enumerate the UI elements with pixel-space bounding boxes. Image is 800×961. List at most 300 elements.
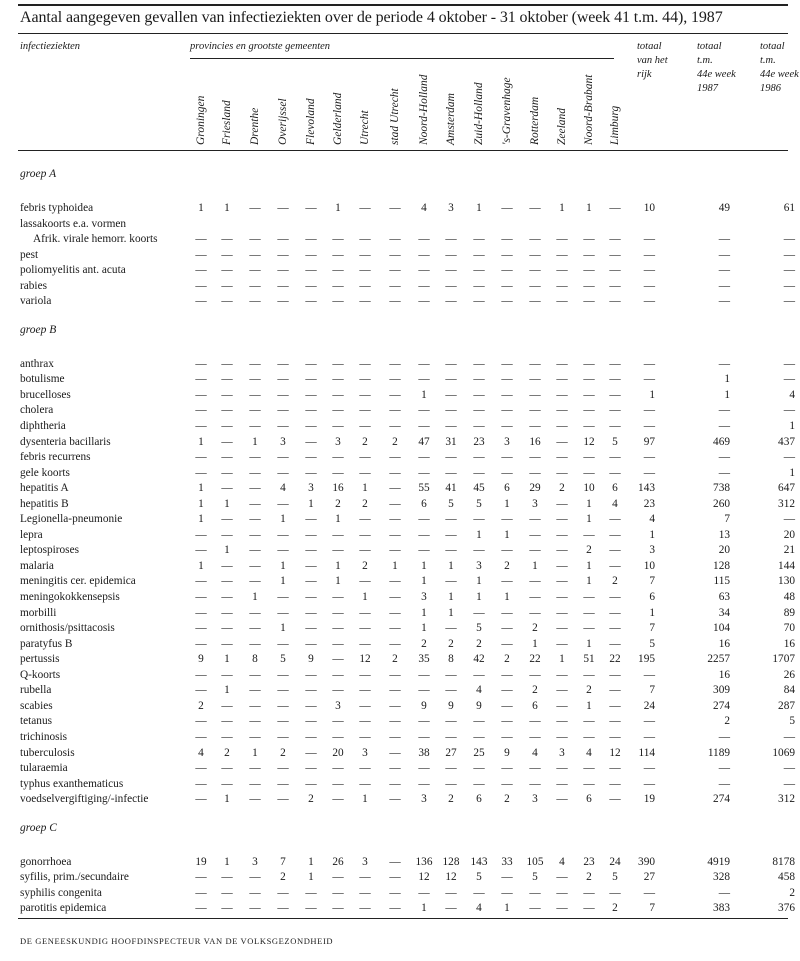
region-value: —	[556, 606, 568, 619]
region-value: —	[583, 886, 595, 899]
total-header-line: 1986	[760, 83, 781, 94]
region-value: —	[332, 279, 344, 292]
region-value: —	[221, 762, 233, 775]
total-rijk: 6	[649, 591, 655, 604]
region-value: —	[583, 715, 595, 728]
region-value: 1	[362, 591, 368, 604]
region-header-label: Drenthe	[249, 107, 261, 145]
total-rijk: —	[643, 295, 655, 308]
total-1986: 20	[783, 528, 795, 541]
disease-name: hepatitis A	[20, 482, 69, 495]
region-value: —	[195, 248, 207, 261]
region-value: —	[359, 575, 371, 588]
region-value: —	[359, 699, 371, 712]
region-value: 5	[476, 622, 482, 635]
table-row	[0, 232, 800, 248]
region-value: 1	[586, 559, 592, 572]
table-row	[0, 450, 800, 466]
region-value: —	[501, 699, 513, 712]
disease-name: cholera	[20, 404, 54, 417]
region-value: —	[332, 886, 344, 899]
region-value: —	[221, 528, 233, 541]
disease-name: dysenteria bacillaris	[20, 435, 111, 448]
region-value: —	[389, 684, 401, 697]
region-value: —	[556, 451, 568, 464]
region-value: —	[305, 248, 317, 261]
region-value: —	[609, 279, 621, 292]
total-1987: —	[718, 233, 730, 246]
region-value: —	[249, 466, 261, 479]
region-value: —	[249, 684, 261, 697]
region-value: —	[332, 466, 344, 479]
table-row	[0, 497, 800, 513]
region-value: —	[445, 528, 457, 541]
region-value: —	[418, 886, 430, 899]
region-value: —	[473, 730, 485, 743]
region-value: —	[473, 279, 485, 292]
region-value: —	[305, 762, 317, 775]
region-value: —	[529, 668, 541, 681]
region-value: —	[359, 279, 371, 292]
region-value: —	[277, 699, 289, 712]
region-value: —	[221, 575, 233, 588]
region-value: —	[332, 388, 344, 401]
region-value: —	[473, 357, 485, 370]
region-value: —	[389, 466, 401, 479]
region-value: 9	[421, 699, 427, 712]
region-value: 16	[332, 482, 344, 495]
region-value: —	[389, 793, 401, 806]
region-value: —	[359, 622, 371, 635]
region-value: 3	[532, 793, 538, 806]
region-value: —	[249, 202, 261, 214]
region-value: —	[221, 637, 233, 650]
region-value: 5	[476, 871, 482, 884]
region-value: —	[501, 637, 513, 650]
region-value: 1	[504, 528, 510, 541]
region-value: 10	[583, 482, 595, 495]
region-value: —	[249, 264, 261, 277]
total-1987: 469	[713, 435, 730, 448]
region-value: —	[473, 233, 485, 246]
total-1986: —	[783, 730, 795, 743]
disease-name: Legionella-pneumonie	[20, 513, 123, 526]
region-header	[500, 60, 520, 145]
region-value: —	[556, 295, 568, 308]
region-value: —	[277, 202, 289, 214]
region-value: 26	[332, 855, 344, 868]
region-value: —	[445, 715, 457, 728]
region-value: —	[305, 575, 317, 588]
region-header	[417, 60, 437, 145]
disease-name: pest	[20, 248, 39, 261]
region-value: —	[277, 528, 289, 541]
region-value: —	[249, 513, 261, 526]
region-value: —	[556, 637, 568, 650]
region-value: —	[529, 357, 541, 370]
total-rijk: —	[643, 420, 655, 433]
region-value: —	[609, 451, 621, 464]
region-value: —	[556, 886, 568, 899]
region-value: —	[556, 559, 568, 572]
region-value: —	[529, 202, 541, 214]
region-value: —	[609, 559, 621, 572]
total-rijk: —	[643, 886, 655, 899]
region-value: —	[332, 591, 344, 604]
region-value: —	[556, 373, 568, 386]
region-value: —	[277, 886, 289, 899]
region-value: —	[359, 451, 371, 464]
region-value: 1	[280, 559, 286, 572]
region-value: 33	[501, 855, 513, 868]
region-value: 1	[448, 559, 454, 572]
region-header	[472, 60, 492, 145]
region-value: —	[221, 606, 233, 619]
region-value: —	[249, 559, 261, 572]
region-value: —	[332, 637, 344, 650]
region-value: —	[583, 404, 595, 417]
region-value: 1	[198, 435, 204, 448]
region-value: —	[221, 902, 233, 915]
total-1986: 5	[789, 715, 795, 728]
region-value: —	[359, 528, 371, 541]
total-1987: 260	[713, 497, 730, 510]
disease-name: tuberculosis	[20, 746, 75, 759]
region-value: —	[277, 762, 289, 775]
region-value: 2	[586, 684, 592, 697]
region-value: —	[332, 653, 344, 666]
table-row	[0, 637, 800, 653]
total-1987: 2257	[707, 653, 730, 666]
region-value: —	[305, 420, 317, 433]
region-value: —	[556, 248, 568, 261]
region-header	[608, 60, 628, 145]
region-header	[248, 60, 268, 145]
region-value: 24	[609, 855, 621, 868]
region-value: 9	[504, 746, 510, 759]
footer-signature: DE GENEESKUNDIG HOOFDINSPECTEUR VAN DE VOLKSGEZONDHEID	[20, 936, 334, 946]
region-value: 3	[335, 435, 341, 448]
region-value: —	[305, 637, 317, 650]
region-value: —	[195, 279, 207, 292]
region-value: —	[277, 902, 289, 915]
region-value: —	[583, 730, 595, 743]
region-value: —	[195, 606, 207, 619]
region-value: —	[249, 668, 261, 681]
region-header-label: Groningen	[195, 95, 207, 145]
region-value: —	[249, 248, 261, 261]
region-value: —	[305, 513, 317, 526]
region-value: —	[529, 762, 541, 775]
region-value: —	[418, 420, 430, 433]
total-rijk: 7	[649, 684, 655, 697]
region-value: 4	[532, 746, 538, 759]
region-value: —	[221, 886, 233, 899]
region-value: 20	[332, 746, 344, 759]
region-value: —	[359, 606, 371, 619]
region-value: —	[556, 388, 568, 401]
disease-name: rubella	[20, 684, 52, 697]
total-1987: 104	[713, 622, 730, 635]
region-value: —	[556, 513, 568, 526]
region-value: 3	[504, 435, 510, 448]
region-value: —	[583, 420, 595, 433]
disease-name: anthrax	[20, 357, 54, 370]
total-rijk: 195	[638, 653, 655, 666]
region-value: —	[221, 777, 233, 790]
region-value: 6	[586, 793, 592, 806]
disease-name: voedselvergiftiging/-infectie	[20, 793, 149, 806]
region-value: —	[221, 591, 233, 604]
region-value: 31	[445, 435, 457, 448]
region-header-label: 's-Gravenhage	[501, 77, 513, 145]
total-1987: —	[718, 886, 730, 899]
region-value: —	[332, 373, 344, 386]
region-value: —	[473, 715, 485, 728]
region-value: 4	[476, 684, 482, 697]
region-value: 1	[224, 497, 230, 510]
table-row	[0, 512, 800, 528]
region-value: —	[195, 886, 207, 899]
region-value: —	[305, 404, 317, 417]
region-value: —	[556, 730, 568, 743]
region-value: —	[195, 233, 207, 246]
region-value: —	[389, 762, 401, 775]
region-value: —	[418, 730, 430, 743]
total-header	[760, 40, 800, 96]
total-1987: —	[718, 248, 730, 261]
region-value: —	[195, 622, 207, 635]
region-value: —	[529, 886, 541, 899]
total-rijk: —	[643, 466, 655, 479]
region-value: —	[445, 777, 457, 790]
region-value: —	[501, 606, 513, 619]
region-value: 1	[198, 559, 204, 572]
region-value: 3	[421, 793, 427, 806]
region-value: —	[277, 233, 289, 246]
region-value: —	[501, 233, 513, 246]
total-1987: —	[718, 279, 730, 292]
total-1986: —	[783, 451, 795, 464]
region-value: 2	[448, 637, 454, 650]
region-value: 2	[335, 497, 341, 510]
region-value: —	[556, 575, 568, 588]
table-row	[0, 870, 800, 886]
region-value: —	[556, 466, 568, 479]
disease-name: brucelloses	[20, 388, 71, 401]
region-value: —	[332, 606, 344, 619]
bottom-rule	[18, 918, 788, 919]
region-value: 1	[252, 435, 258, 448]
region-value: —	[583, 248, 595, 261]
region-value: —	[473, 513, 485, 526]
region-header	[194, 60, 214, 145]
total-header-line: rijk	[637, 69, 652, 80]
region-value: —	[332, 715, 344, 728]
region-value: —	[195, 684, 207, 697]
region-value: —	[195, 388, 207, 401]
region-value: —	[332, 622, 344, 635]
table-row	[0, 466, 800, 482]
region-value: —	[359, 684, 371, 697]
region-value: —	[501, 871, 513, 884]
region-value: 4	[612, 497, 618, 510]
region-value: —	[249, 233, 261, 246]
disease-name: hepatitis B	[20, 497, 69, 510]
total-header-line: t.m.	[760, 55, 776, 66]
total-1986: 89	[783, 606, 795, 619]
total-1987: 7	[724, 513, 730, 526]
disease-name: meningokokkensepsis	[20, 591, 120, 604]
region-value: —	[609, 544, 621, 557]
region-value: —	[305, 466, 317, 479]
region-value: 3	[335, 699, 341, 712]
region-value: —	[445, 264, 457, 277]
region-value: —	[305, 559, 317, 572]
region-value: 1	[362, 793, 368, 806]
region-value: —	[501, 513, 513, 526]
region-value: 2	[280, 871, 286, 884]
region-value: —	[556, 544, 568, 557]
region-value: —	[556, 871, 568, 884]
region-value: —	[501, 279, 513, 292]
disease-name: malaria	[20, 559, 54, 572]
region-value: —	[277, 684, 289, 697]
region-value: —	[501, 264, 513, 277]
region-value: —	[305, 886, 317, 899]
region-value: 1	[224, 653, 230, 666]
region-value: —	[359, 730, 371, 743]
total-rijk: 7	[649, 622, 655, 635]
region-value: —	[609, 637, 621, 650]
region-value: —	[249, 715, 261, 728]
region-value: —	[389, 295, 401, 308]
region-value: —	[332, 762, 344, 775]
total-rijk: 114	[638, 746, 655, 759]
region-value: 1	[308, 855, 314, 868]
region-value: 12	[418, 871, 430, 884]
region-value: —	[418, 684, 430, 697]
total-1987: 2	[724, 715, 730, 728]
region-value: —	[195, 575, 207, 588]
region-value: 3	[362, 855, 368, 868]
region-value: —	[609, 730, 621, 743]
region-value: 55	[418, 482, 430, 495]
total-1986: 647	[778, 482, 795, 495]
region-value: 4	[586, 746, 592, 759]
total-header	[637, 40, 697, 82]
region-value: —	[556, 591, 568, 604]
region-value: 22	[609, 653, 621, 666]
region-value: 3	[448, 202, 454, 214]
region-value: 1	[198, 513, 204, 526]
region-value: —	[609, 886, 621, 899]
region-value: 3	[532, 497, 538, 510]
region-value: —	[359, 466, 371, 479]
region-value: —	[277, 264, 289, 277]
total-1987: —	[718, 295, 730, 308]
region-value: —	[359, 357, 371, 370]
region-value: 5	[612, 435, 618, 448]
region-header	[388, 60, 408, 145]
region-value: —	[249, 388, 261, 401]
region-value: —	[418, 528, 430, 541]
total-rijk: 1	[649, 388, 655, 401]
region-value: 1	[532, 559, 538, 572]
region-value: —	[221, 248, 233, 261]
region-header-label: Noord-Holland	[418, 74, 430, 145]
region-value: —	[445, 762, 457, 775]
region-value: 5	[532, 871, 538, 884]
total-1987: —	[718, 420, 730, 433]
region-value: 1	[504, 902, 510, 915]
region-value: 3	[421, 591, 427, 604]
region-value: —	[445, 684, 457, 697]
region-header-label: Flevoland	[305, 98, 317, 145]
region-header-label: stad Utrecht	[389, 88, 401, 145]
total-1986: 26	[783, 668, 795, 681]
region-value: 2	[504, 559, 510, 572]
total-1986: —	[783, 373, 795, 386]
region-value: —	[529, 264, 541, 277]
total-1986: 1069	[772, 746, 795, 759]
region-value: 2	[280, 746, 286, 759]
disease-name: botulisme	[20, 373, 65, 386]
region-value: —	[277, 420, 289, 433]
region-value: —	[389, 886, 401, 899]
total-rijk: 3	[649, 544, 655, 557]
region-value: —	[305, 699, 317, 712]
region-value: —	[501, 373, 513, 386]
region-value: 1	[421, 622, 427, 635]
region-value: —	[529, 388, 541, 401]
region-value: —	[583, 357, 595, 370]
table-row	[0, 652, 800, 668]
region-value: —	[609, 233, 621, 246]
region-value: —	[556, 793, 568, 806]
header-rule	[18, 150, 788, 151]
total-1987: —	[718, 777, 730, 790]
region-value: 5	[448, 497, 454, 510]
region-value: —	[221, 482, 233, 495]
title-rule	[18, 33, 788, 34]
region-value: 3	[476, 559, 482, 572]
total-rijk: —	[643, 248, 655, 261]
total-1987: —	[718, 466, 730, 479]
total-1986: —	[783, 295, 795, 308]
region-value: —	[583, 528, 595, 541]
region-value: —	[305, 264, 317, 277]
region-value: —	[389, 746, 401, 759]
total-1987: 13	[718, 528, 730, 541]
table-row	[0, 435, 800, 451]
region-value: —	[389, 575, 401, 588]
region-value: —	[501, 420, 513, 433]
region-value: 1	[198, 482, 204, 495]
total-1986: 1	[789, 466, 795, 479]
disease-name: parotitis epidemica	[20, 902, 107, 915]
region-value: —	[277, 606, 289, 619]
disease-table	[0, 158, 800, 921]
total-1987: 16	[718, 668, 730, 681]
region-value: —	[501, 388, 513, 401]
region-value: —	[221, 871, 233, 884]
total-header-line: totaal	[697, 41, 722, 52]
total-1986: —	[783, 404, 795, 417]
total-1986: 144	[778, 559, 795, 572]
total-header-line: 44e week	[760, 69, 799, 80]
table-row	[0, 372, 800, 388]
